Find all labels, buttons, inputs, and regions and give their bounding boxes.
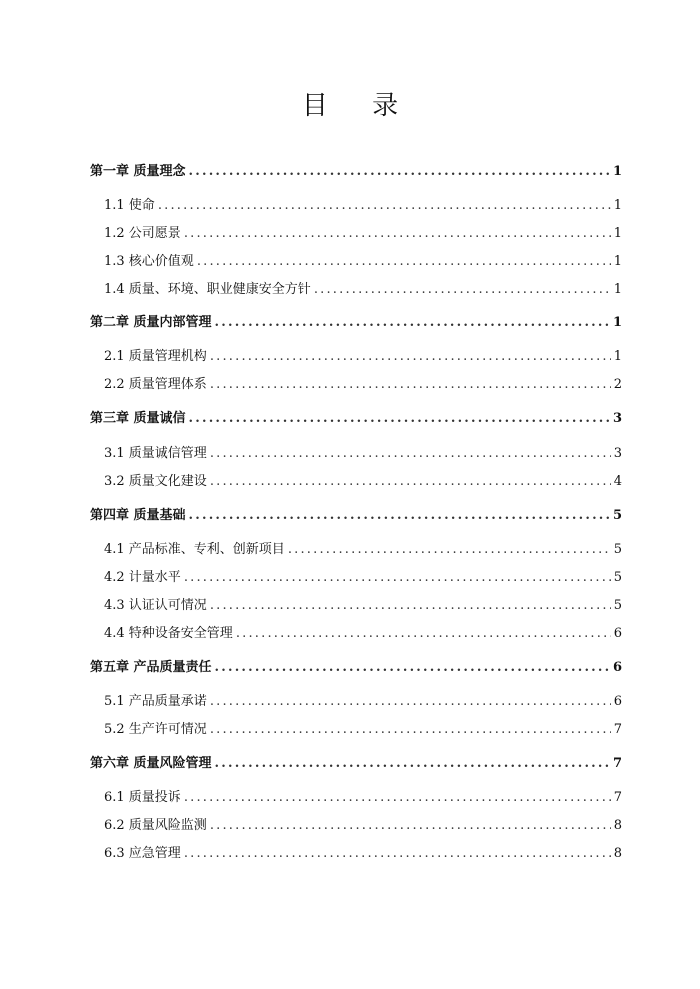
- toc-entry-label: 3.2 质量文化建设: [104, 474, 207, 489]
- toc-dot-leader: [184, 224, 611, 244]
- toc-dot-leader: [210, 816, 611, 836]
- toc-page-number: 1: [613, 198, 622, 213]
- toc-page-number: 1: [613, 226, 622, 241]
- toc-page-number: 7: [613, 722, 622, 737]
- toc-page-number: 1: [613, 254, 622, 269]
- toc-page-number: 2: [613, 377, 622, 392]
- toc-dot-leader: [288, 540, 611, 560]
- toc-section-6-1[interactable]: [104, 788, 622, 808]
- toc-section-1-2[interactable]: [104, 224, 622, 244]
- toc-page-number: 5: [613, 542, 622, 557]
- toc-entry-label: 4.1 产品标准、专利、创新项目: [104, 542, 285, 557]
- toc-dot-leader: [215, 313, 610, 333]
- toc-entry-label: 1.1 使命: [104, 198, 155, 213]
- toc-section-3-2[interactable]: [104, 472, 622, 492]
- toc-page-number: 8: [613, 818, 622, 833]
- toc-entry-label: 4.2 计量水平: [104, 570, 181, 585]
- toc-dot-leader: [189, 162, 610, 182]
- toc-dot-leader: [210, 596, 611, 616]
- toc-section-6-2[interactable]: [104, 816, 622, 836]
- toc-page-number: 7: [612, 756, 622, 771]
- toc-dot-leader: [184, 568, 611, 588]
- toc-page-number: 6: [612, 660, 622, 675]
- toc-chapter-5[interactable]: [90, 658, 622, 678]
- toc-dot-leader: [210, 472, 611, 492]
- toc-section-5-1[interactable]: [104, 692, 622, 712]
- toc-entry-label: 第四章 质量基础: [90, 508, 186, 523]
- toc-dot-leader: [236, 624, 611, 644]
- toc-section-4-2[interactable]: [104, 568, 622, 588]
- toc-section-2-2[interactable]: [104, 375, 622, 395]
- toc-chapter-6[interactable]: [90, 754, 622, 774]
- toc-dot-leader: [158, 196, 611, 216]
- toc-page-number: 3: [613, 446, 622, 461]
- toc-page-number: 5: [613, 570, 622, 585]
- page-title: 目 录: [301, 91, 417, 121]
- toc-entry-label: 第一章 质量理念: [90, 164, 186, 179]
- toc-entry-label: 3.1 质量诚信管理: [104, 446, 207, 461]
- toc-entry-label: 1.2 公司愿景: [104, 226, 181, 241]
- toc-dot-leader: [184, 844, 611, 864]
- toc-section-5-2[interactable]: [104, 720, 622, 740]
- toc-page-number: 7: [613, 790, 622, 805]
- toc-page-number: 5: [612, 508, 622, 523]
- toc-dot-leader: [215, 754, 610, 774]
- toc-chapter-3[interactable]: [90, 409, 622, 429]
- toc-page-number: 5: [613, 598, 622, 613]
- toc-page-number: 6: [613, 626, 622, 641]
- toc-section-6-3[interactable]: [104, 844, 622, 864]
- toc-dot-leader: [314, 280, 611, 300]
- toc-section-2-1[interactable]: [104, 347, 622, 367]
- toc-dot-leader: [215, 658, 610, 678]
- toc-dot-leader: [184, 788, 611, 808]
- toc-entry-label: 4.4 特种设备安全管理: [104, 626, 233, 641]
- toc-page-number: 1: [613, 349, 622, 364]
- toc-entry-label: 第六章 质量风险管理: [90, 756, 212, 771]
- toc-entry-label: 6.2 质量风险监测: [104, 818, 207, 833]
- toc-page-number: 1: [612, 164, 622, 179]
- toc-entry-label: 第三章 质量诚信: [90, 411, 186, 426]
- toc-entry-label: 2.2 质量管理体系: [104, 377, 207, 392]
- toc-dot-leader: [189, 506, 610, 526]
- toc-page-number: 8: [613, 846, 622, 861]
- toc-entry-label: 第二章 质量内部管理: [90, 315, 212, 330]
- toc-section-1-3[interactable]: [104, 252, 622, 272]
- toc-page-number: 4: [613, 474, 622, 489]
- toc-entry-label: 5.1 产品质量承诺: [104, 694, 207, 709]
- toc-entry-label: 4.3 认证认可情况: [104, 598, 207, 613]
- toc-section-3-1[interactable]: [104, 444, 622, 464]
- toc-dot-leader: [210, 444, 611, 464]
- toc-page-number: 6: [613, 694, 622, 709]
- toc-dot-leader: [189, 409, 610, 429]
- toc-entry-label: 6.1 质量投诉: [104, 790, 181, 805]
- toc-dot-leader: [210, 720, 611, 740]
- toc-chapter-2[interactable]: [90, 313, 622, 333]
- toc-dot-leader: [210, 347, 611, 367]
- toc-section-4-3[interactable]: [104, 596, 622, 616]
- toc-section-4-4[interactable]: [104, 624, 622, 644]
- toc-entry-label: 第五章 产品质量责任: [90, 660, 212, 675]
- toc-section-1-4[interactable]: [104, 280, 622, 300]
- toc-page-number: 3: [612, 411, 622, 426]
- toc-chapter-1[interactable]: [90, 162, 622, 182]
- toc-entry-label: 1.3 核心价值观: [104, 254, 194, 269]
- toc-page-number: 1: [612, 315, 622, 330]
- toc-page-number: 1: [613, 282, 622, 297]
- toc-section-1-1[interactable]: [104, 196, 622, 216]
- toc-entry-label: 5.2 生产许可情况: [104, 722, 207, 737]
- toc-entry-label: 1.4 质量、环境、职业健康安全方针: [104, 282, 311, 297]
- toc-dot-leader: [210, 692, 611, 712]
- toc-dot-leader: [210, 375, 611, 395]
- toc-dot-leader: [197, 252, 611, 272]
- toc-section-4-1[interactable]: [104, 540, 622, 560]
- toc-entry-label: 6.3 应急管理: [104, 846, 181, 861]
- toc-entry-label: 2.1 质量管理机构: [104, 349, 207, 364]
- toc-chapter-4[interactable]: [90, 506, 622, 526]
